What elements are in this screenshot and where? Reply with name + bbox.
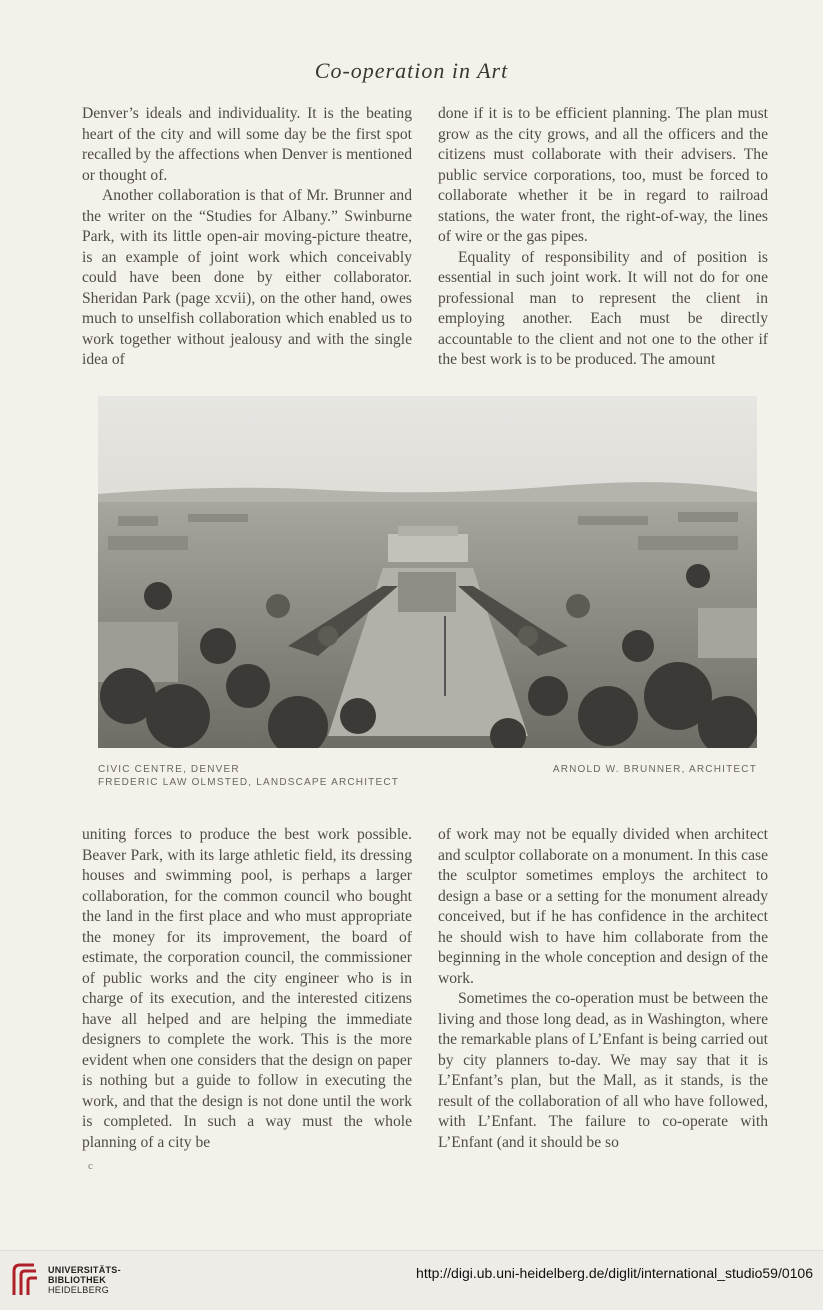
column-top-right xyxy=(438,104,768,371)
paragraph: uniting forces to produce the best work possible. Beaver Park, with its large athletic field, its dressing houses and swimming pool, is perhaps a larger collaboration, for the common council who bought the land in the first place and who must appropriate the money for its improvement, the board of estimate, the corporation council, the commissioner of public works and the city engineer who is in charge of its execution, and the interested citizens have all helped and are helping the immediate designers to complete the work. This is the more evident when one considers that the design on paper is nothing but a guide to follow in executing the work, and that the design is not done until the work is completed. In such a way must the whole planning of a city be xyxy=(82,826,412,1151)
signature-mark: c xyxy=(88,1160,93,1172)
paragraph: Sometimes the co-operation must be between the living and those long dead, as in Washington, where the remarkable plans of L’Enfant is being carried out by city planners to-day. We may say that it is L’Enfant’s plan, but the Mall, as it stands, is the result of the collaboration of all who have followed, with L’Enfant. The failure to co-operate with L’Enfant (and it should be so xyxy=(438,990,768,1151)
library-name-line: HEIDELBERG xyxy=(48,1285,110,1295)
column-top-left xyxy=(82,104,412,371)
caption-title: CIVIC CENTRE, DENVER xyxy=(98,764,240,775)
paragraph: Denver’s ideals and individuality. It is the beating heart of the city and will some day be the first spot recalled by the affections when Denver is mentioned or thought of. xyxy=(82,105,412,184)
paragraph: done if it is to be efficient planning. The plan must grow as the city grows, and all the officers and the citizens must collaborate with their advisers. The public service corporations, too, must be forced to collaborate whether it be in regard to railroad stations, the water front, the right-of-way, the lines of wire or the gas pipes. xyxy=(438,105,768,245)
paragraph: Equality of responsibility and of position is essential in such joint work. It will not do for one professional man to represent the client in employing another. Each must be directly accountable to the client and not one to the other if the best work is to be produced. The amount xyxy=(438,248,768,368)
library-logo-icon xyxy=(10,1261,40,1299)
column-bottom-right xyxy=(438,825,768,1153)
library-name-line: UNIVERSITÄTS- xyxy=(48,1265,121,1275)
footer-bar xyxy=(0,1250,823,1310)
caption-architect: ARNOLD W. BRUNNER, ARCHITECT xyxy=(552,764,757,775)
civic-centre-photograph xyxy=(98,396,757,748)
column-bottom-left xyxy=(82,825,412,1153)
paragraph: of work may not be equally divided when architect and sculptor collaborate on a monument. In this case the sculptor sometimes employs the architect to design a base or a setting for the monument already conceived, but if he has confidence in the architect he should wish to have him collaborate from the beginning in the whole conception and design of the work. xyxy=(438,826,768,987)
running-title: Co-operation in Art xyxy=(314,58,509,83)
caption-landscape-architect: FREDERIC LAW OLMSTED, LANDSCAPE ARCHITECT xyxy=(98,777,400,788)
library-name-line: BIBLIOTHEK xyxy=(48,1275,106,1285)
source-url-link[interactable]: http://digi.ub.uni-heidelberg.de/diglit/international_studio59/0106 xyxy=(416,1265,813,1281)
paragraph: Another collaboration is that of Mr. Brunner and the writer on the “Studies for Albany.” Swinburne Park, with its little open-air moving-picture theatre, is an example of joint work which conceivably could have been done by either collaborator. Sheridan Park (page xcvii), on the other hand, owes much to unselfish collaboration which enabled us to work together without jealousy and with the single idea of xyxy=(82,187,412,368)
library-name xyxy=(48,1265,121,1295)
